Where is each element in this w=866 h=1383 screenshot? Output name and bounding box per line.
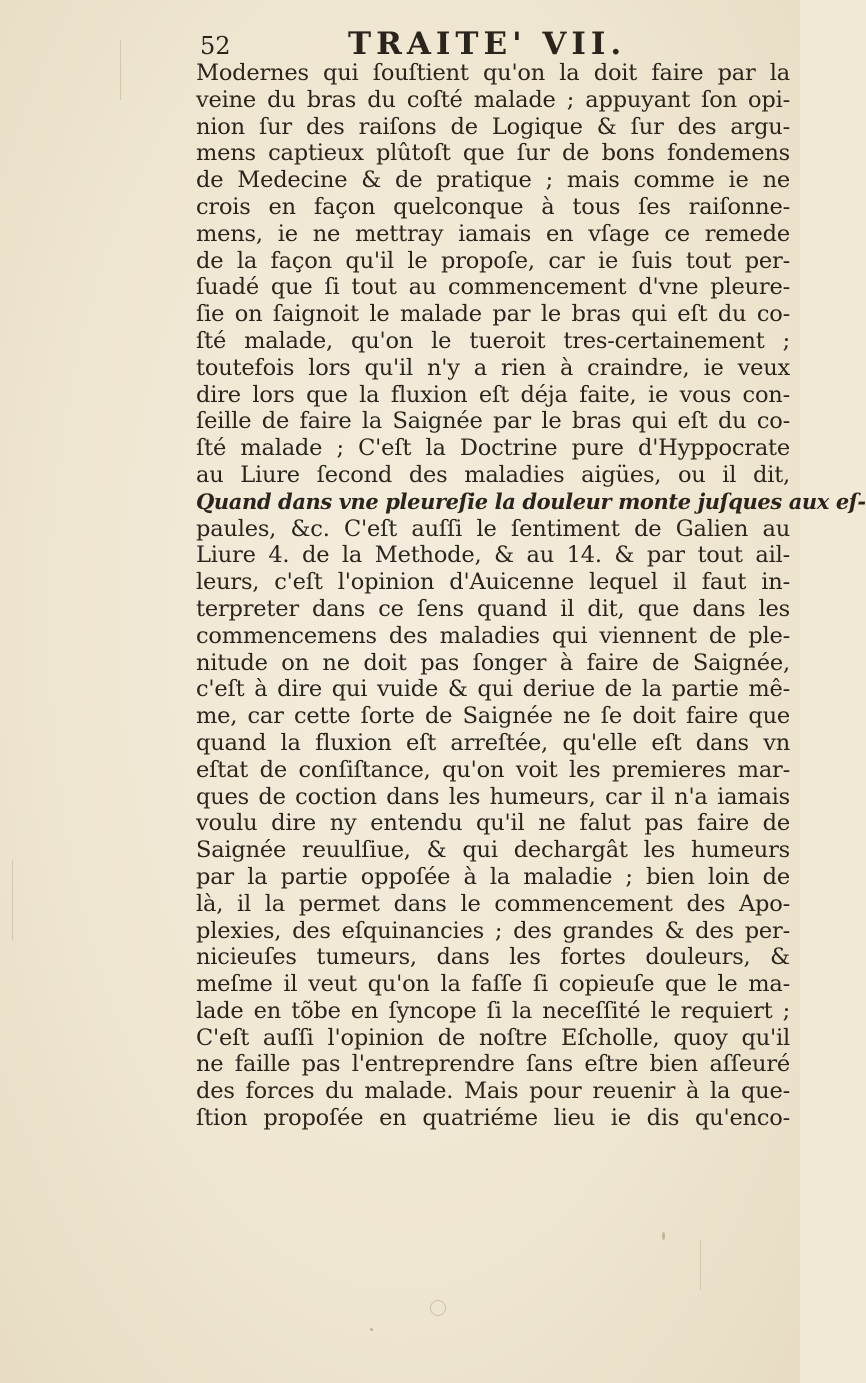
- text-line: ques de coction dans les humeurs, car il n'a iamais: [196, 783, 790, 810]
- text-line: Liure 4. de la Methode, & au 14. & par tout ail-: [196, 542, 790, 569]
- text-line: ſuadé que ſi tout au commencement d'vne pleure-: [196, 274, 790, 301]
- text-line: de Medecine & de pratique ; mais comme ie ne: [196, 167, 790, 194]
- text-line: dire lors que la fluxion eſt déja faite, ie vous con-: [196, 381, 790, 408]
- text-line: me, car cette ſorte de Saignée ne ſe doit faire que: [196, 703, 790, 730]
- text-line: de la façon qu'il le propoſe, car ie ſuis tout per-: [196, 247, 790, 274]
- paper-showthrough-mark: [12, 860, 13, 940]
- text-line: nicieuſes tumeurs, dans les fortes douleurs, &: [196, 944, 790, 971]
- text-line: crois en façon quelconque à tous ſes raiſonne-: [196, 193, 790, 220]
- text-line: veine du bras du coſté malade ; appuyant ſon opi-: [196, 86, 790, 113]
- text-line: ſeille de faire la Saignée par le bras qui eſt du co-: [196, 408, 790, 435]
- text-line: lade en tõbe en ſyncope ſi la neceſſité le requiert ;: [196, 997, 790, 1024]
- body-text: [196, 60, 866, 1132]
- paper-showthrough-mark: [700, 1240, 701, 1290]
- text-line: plexies, des eſquinancies ; des grandes & des per-: [196, 917, 790, 944]
- text-line: nitude on ne doit pas ſonger à faire de Saignée,: [196, 649, 790, 676]
- text-line: Modernes qui ſouſtient qu'on la doit faire par la: [196, 60, 790, 86]
- text-line: au Liure ſecond des maladies aigües, ou il dit,: [196, 461, 790, 488]
- text-line: ne faille pas l'entreprendre ſans eſtre bien aſſeuré: [196, 1051, 790, 1078]
- running-title: TRAITE' VII.: [348, 26, 627, 62]
- paper-showthrough-mark: [120, 40, 121, 100]
- text-line: ſté malade, qu'on le tueroit tres-certainement ;: [196, 327, 790, 354]
- text-line: ſie on ſaignoit le malade par le bras qui eſt du co-: [196, 301, 790, 328]
- text-line: là, il la permet dans le commencement des Apo-: [196, 890, 790, 917]
- text-line: mens, ie ne mettray iamais en vſage ce remede: [196, 220, 790, 247]
- text-line: des forces du malade. Mais pour reuenir à la que-: [196, 1078, 790, 1105]
- text-line: leurs, c'eſt l'opinion d'Auicenne lequel il faut in-: [196, 569, 790, 596]
- paper-speck: [430, 1300, 446, 1316]
- text-line: ſtion propoſée en quatriéme lieu ie dis qu'enco-: [196, 1105, 790, 1132]
- paper-speck: [662, 1232, 665, 1240]
- text-line: commencemens des maladies qui viennent de ple-: [196, 622, 790, 649]
- text-line: meſme il veut qu'on la faſſe ſi copieuſe que le ma-: [196, 971, 790, 998]
- text-line: Saignée reuulſiue, & qui dechargât les humeurs: [196, 837, 790, 864]
- text-line: terpreter dans ce ſens quand il dit, que dans les: [196, 595, 790, 622]
- text-line: par la partie oppoſée à la maladie ; bien loin de: [196, 863, 790, 890]
- text-line: ſté malade ; C'eſt la Doctrine pure d'Hyppocrate: [196, 435, 790, 462]
- text-line: toutefois lors qu'il n'y a rien à craindre, ie veux: [196, 354, 790, 381]
- text-line: c'eſt à dire qui vuide & qui deriue de la partie mê-: [196, 676, 790, 703]
- text-line: C'eſt auſſi l'opinion de noſtre Eſcholle, quoy qu'il: [196, 1024, 790, 1051]
- text-line: voulu dire ny entendu qu'il ne falut pas faire de: [196, 810, 790, 837]
- text-line: quand la fluxion eſt arreſtée, qu'elle eſt dans vn: [196, 729, 790, 756]
- text-line: paules, &c. C'eſt auſſi le ſentiment de Galien au: [196, 515, 790, 542]
- italic-quotation-line: Quand dans vne pleureſie la douleur monte juſques aux eſ-: [196, 488, 866, 514]
- page-number: 52: [200, 32, 231, 60]
- paper-speck: [370, 1328, 373, 1331]
- text-line: eſtat de conſiſtance, qu'on voit les premieres mar-: [196, 756, 790, 783]
- text-line: mens captieux plûtoſt que ſur de bons fondemens: [196, 140, 790, 167]
- text-line: nion ſur des raiſons de Logique & ſur des argu-: [196, 113, 790, 140]
